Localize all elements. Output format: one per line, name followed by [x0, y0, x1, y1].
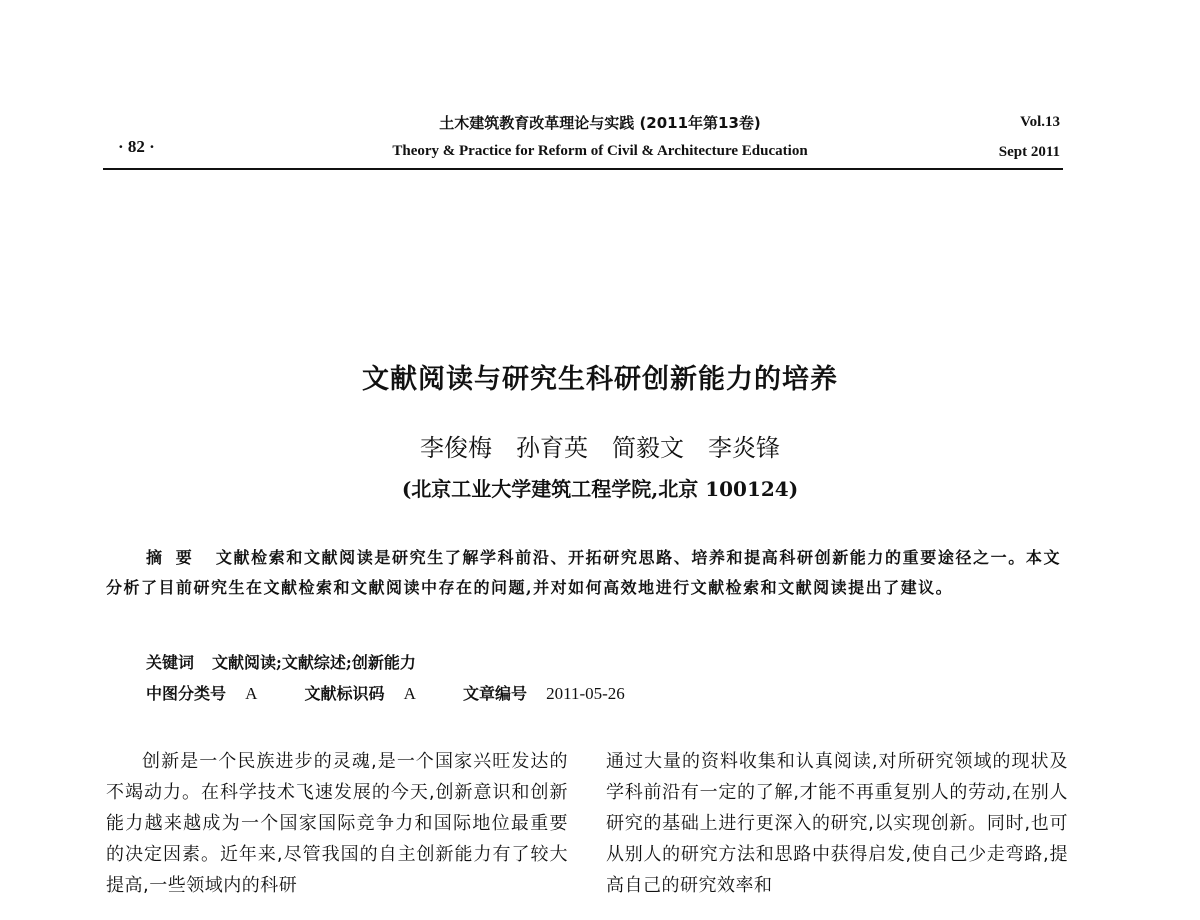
abstract-text: 文献检索和文献阅读是研究生了解学科前沿、开拓研究思路、培养和提高科研创新能力的重要途径之一。本文分析了目前研究生在文献检索和文献阅读中存在的问题,并对如何高效地进行文献检索和文献阅读提出了建议。 [106, 548, 1061, 597]
body-paragraph: 通过大量的资料收集和认真阅读,对所研究领域的现状及学科前沿有一定的了解,才能不再重复别人的劳动,在别人研究的基础上进行更深入的研究,以实现创新。同时,也可从别人的研究方法和思路中获得启发,使自己少走弯路,提高自己的研究效率和 [606, 751, 1068, 896]
article-number-value: 2011-05-26 [546, 684, 625, 703]
author: 李炎锋 [708, 434, 780, 462]
header-rule [103, 168, 1063, 170]
article-title: 文献阅读与研究生科研创新能力的培养 [362, 364, 838, 395]
doc-code-label: 文献标识码 [304, 684, 385, 703]
journal-volume: Vol.13 [1020, 114, 1060, 130]
body-column-right [606, 746, 1068, 901]
journal-title-cn: 土木建筑教育改革理论与实践 (2011年第13卷) [439, 114, 761, 132]
clc-value: A [245, 684, 258, 703]
author: 孙育英 [516, 434, 588, 462]
journal-title-en: Theory & Practice for Reform of Civil & Architecture Education [392, 143, 808, 159]
abstract-label: 摘 要 [146, 548, 196, 567]
page-number: · 82 · [118, 137, 155, 156]
classification-line [146, 681, 625, 704]
article-number-label: 文章编号 [462, 684, 527, 703]
abstract [106, 543, 1061, 603]
keywords-label: 关键词 [146, 653, 195, 672]
keywords-text: 文献阅读;文献综述;创新能力 [212, 653, 416, 672]
doc-code-value: A [403, 684, 416, 703]
clc-label: 中图分类号 [146, 684, 227, 703]
author: 简毅文 [612, 434, 684, 462]
journal-date: Sept 2011 [998, 144, 1060, 160]
keywords [146, 650, 416, 673]
body-paragraph: 创新是一个民族进步的灵魂,是一个国家兴旺发达的不竭动力。在科学技术飞速发展的今天,创新意识和创新能力越来越成为一个国家国际竞争力和国际地位最重要的决定因素。近年来,尽管我国的自主创新能力有了较大提高,一些领域内的科研 [106, 751, 568, 896]
author: 李俊梅 [420, 434, 492, 462]
author-list [0, 428, 1200, 463]
affiliation: (北京工业大学建筑工程学院,北京 100124) [401, 477, 799, 501]
body-column-left [106, 746, 568, 901]
